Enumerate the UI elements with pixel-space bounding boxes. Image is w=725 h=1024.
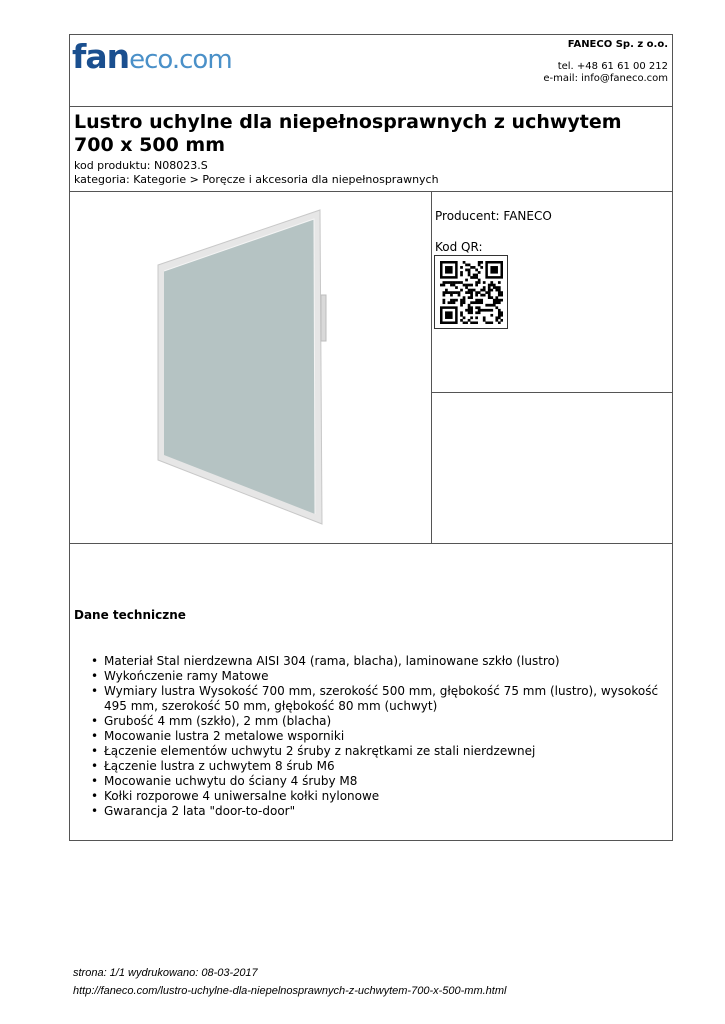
mirror-bracket <box>321 295 326 341</box>
spec-item: • Grubość 4 mm (szkło), 2 mm (blacha) <box>104 714 672 729</box>
technical-data-title: Dane techniczne <box>74 608 186 622</box>
product-code: kod produktu: N08023.S <box>74 159 208 172</box>
page-header <box>69 34 673 107</box>
logo-text-secondary: eco.com <box>129 45 232 75</box>
spec-item: • Łączenie lustra z uchwytem 8 śrub M6 <box>104 759 672 774</box>
company-email: e-mail: info@faneco.com <box>543 73 668 84</box>
producer-label: Producent: FANECO <box>435 209 552 223</box>
spec-item: • Łączenie elementów uchwytu 2 śruby z nakrętkami ze stali nierdzewnej <box>104 744 672 759</box>
technical-data-section <box>69 543 673 841</box>
spec-item: • Wymiary lustra Wysokość 700 mm, szerokość 500 mm, głębokość 75 mm (lustro), wysokość 495 mm, szerokość 50 mm, głębokość 80 mm (uchwyt) <box>104 684 672 714</box>
product-title: Lustro uchylne dla niepełnosprawnych z uchwytem 700 x 500 mm <box>74 111 622 156</box>
company-phone: tel. +48 61 61 00 212 <box>557 61 668 72</box>
qr-code <box>434 255 508 329</box>
company-name: FANECO Sp. z o.o. <box>567 39 668 50</box>
product-title-section <box>69 106 673 192</box>
technical-data-list <box>104 654 672 819</box>
qr-code-label: Kod QR: <box>435 240 483 254</box>
company-contact <box>543 39 668 85</box>
spec-item: • Gwarancja 2 lata "door-to-door" <box>104 804 672 819</box>
spec-item: • Mocowanie lustra 2 metalowe wsporniki <box>104 729 672 744</box>
spec-item: • Wykończenie ramy Matowe <box>104 669 672 684</box>
product-image <box>70 192 432 544</box>
product-info-cell <box>431 191 673 393</box>
spec-item: • Kołki rozporowe 4 uniwersalne kołki nylonowe <box>104 789 672 804</box>
logo-text-primary: fan <box>72 37 130 76</box>
faneco-logo <box>72 37 232 76</box>
page-footer <box>73 964 506 1000</box>
page-info: strona: 1/1 wydrukowano: 08-03-2017 <box>73 967 258 979</box>
empty-cell <box>431 392 673 544</box>
product-image-cell <box>69 191 432 544</box>
qr-code-icon <box>440 261 503 324</box>
page-url[interactable]: http://faneco.com/lustro-uchylne-dla-niepelnosprawnych-z-uchwytem-700-x-500-mm.html <box>73 985 507 997</box>
product-category: kategoria: Kategorie > Poręcze i akcesoria dla niepełnosprawnych <box>74 173 439 186</box>
spec-item: • Mocowanie uchwytu do ściany 4 śruby M8 <box>104 774 672 789</box>
spec-item: • Materiał Stal nierdzewna AISI 304 (rama, blacha), laminowane szkło (lustro) <box>104 654 672 669</box>
